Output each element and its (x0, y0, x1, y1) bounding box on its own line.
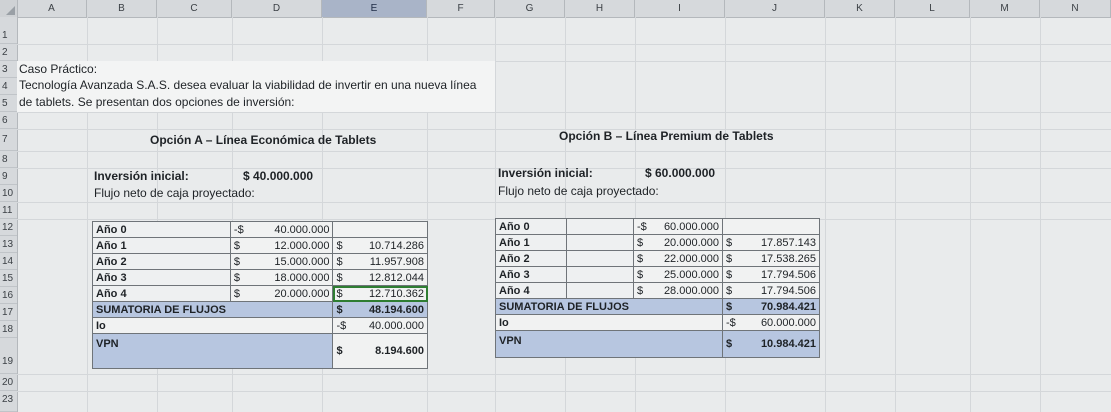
select-all-corner[interactable] (0, 0, 18, 17)
amount-value: 60.000.000 (663, 220, 719, 233)
table-row (93, 222, 428, 238)
pv-cell[interactable] (723, 235, 820, 251)
empty-cell[interactable] (567, 251, 634, 267)
table-row (93, 238, 428, 254)
row-header-1[interactable]: 1 (0, 27, 17, 44)
table-row (496, 331, 820, 358)
gridline (970, 17, 971, 412)
currency-sign: $ (233, 239, 241, 252)
amount-value: 25.000.000 (663, 268, 719, 281)
year-label[interactable]: Año 2 (93, 254, 231, 270)
empty-cell[interactable] (567, 219, 634, 235)
currency-sign: $ (336, 271, 343, 284)
pv-value: 12.710.362 (368, 287, 424, 300)
currency-sign: $ (233, 255, 241, 268)
gridline (17, 374, 1111, 375)
currency-sign: $ (336, 287, 343, 300)
currency-sign: -$ (637, 220, 647, 233)
row-header-12[interactable]: 12 (0, 219, 17, 236)
amount-cell[interactable] (634, 283, 723, 299)
sum-label[interactable]: SUMATORIA DE FLUJOS (93, 302, 333, 318)
column-header-m[interactable]: M (970, 0, 1040, 17)
column-header-n[interactable]: N (1040, 0, 1111, 17)
row-header-14[interactable]: 14 (0, 253, 17, 270)
pv-cell[interactable] (333, 270, 428, 286)
io-value: 60.000.000 (760, 316, 816, 329)
currency-sign: $ (637, 236, 644, 249)
vpn-label[interactable]: VPN (93, 334, 333, 369)
row-header-18[interactable]: 18 (0, 321, 17, 338)
vpn-cell[interactable] (333, 334, 428, 369)
option-b-cashflow-table (495, 218, 820, 358)
table-row (496, 267, 820, 283)
row-header-9[interactable]: 9 (0, 168, 17, 185)
year-label[interactable]: Año 4 (93, 286, 231, 302)
row-header-23[interactable]: 23 (0, 391, 17, 412)
table-row (496, 315, 820, 331)
row-header-2[interactable]: 2 (0, 44, 17, 61)
row-header-4[interactable]: 4 (0, 78, 17, 95)
table-row (496, 283, 820, 299)
gridline (825, 17, 826, 412)
table-row (93, 286, 428, 302)
pv-value: 17.538.265 (760, 252, 816, 265)
currency-sign: $ (233, 287, 241, 300)
row-header-13[interactable]: 13 (0, 236, 17, 253)
gridline (17, 202, 1111, 203)
io-label[interactable]: Io (93, 318, 333, 334)
currency-sign: $ (336, 239, 343, 252)
table-row (496, 299, 820, 315)
amount-value: 20.000.000 (663, 236, 719, 249)
column-header-f[interactable]: F (427, 0, 495, 17)
table-row (93, 270, 428, 286)
amount-value: 20.000.000 (274, 287, 330, 300)
amount-value: 18.000.000 (274, 271, 330, 284)
table-row (496, 235, 820, 251)
row-header-7[interactable]: 7 (0, 129, 17, 151)
pv-value: 17.794.506 (760, 284, 816, 297)
pv-cell[interactable] (333, 238, 428, 254)
case-line-2[interactable]: de tablets. Se presentan dos opciones de inversión: (19, 95, 295, 109)
empty-cell[interactable] (567, 235, 634, 251)
io-label[interactable]: Io (496, 315, 723, 331)
row-header-8[interactable]: 8 (0, 151, 17, 168)
vpn-cell[interactable] (723, 331, 820, 358)
empty-cell[interactable] (567, 267, 634, 283)
option-a-flow-label[interactable]: Flujo neto de caja proyectado: (94, 186, 255, 200)
year-label[interactable]: Año 1 (496, 235, 567, 251)
vpn-value: 8.194.600 (375, 345, 424, 357)
currency-sign: $ (637, 268, 644, 281)
column-header-h[interactable]: H (565, 0, 635, 17)
currency-sign: $ (726, 284, 733, 297)
year-label[interactable]: Año 0 (496, 219, 567, 235)
column-header-e[interactable]: E (322, 0, 427, 17)
currency-sign: $ (637, 284, 644, 297)
table-row (93, 302, 428, 318)
sum-value: 48.194.600 (368, 303, 424, 316)
empty-cell[interactable] (567, 283, 634, 299)
row-header-6[interactable]: 6 (0, 112, 17, 129)
row-header-19[interactable]: 19 (0, 338, 17, 374)
pv-value: 12.812.044 (368, 271, 424, 284)
column-header-j[interactable]: J (725, 0, 825, 17)
sum-cell[interactable] (333, 302, 428, 318)
column-header-a[interactable]: A (17, 0, 87, 17)
year-label[interactable]: Año 0 (93, 222, 231, 238)
option-b-investment-label[interactable]: Inversión inicial: (498, 166, 593, 180)
currency-sign: $ (726, 252, 733, 265)
row-header-10[interactable]: 10 (0, 185, 17, 202)
option-b-flow-label[interactable]: Flujo neto de caja proyectado: (498, 184, 659, 198)
select-all-triangle-icon (6, 6, 15, 15)
sum-value: 70.984.421 (760, 300, 816, 313)
pv-cell[interactable] (723, 219, 820, 235)
active-pv-cell[interactable] (333, 286, 428, 302)
amount-cell[interactable] (230, 238, 333, 254)
option-a-investment-label[interactable]: Inversión inicial: (94, 169, 189, 183)
sum-cell[interactable] (723, 299, 820, 315)
option-a-investment-value[interactable]: $ 40.000.000 (243, 169, 314, 183)
currency-sign: $ (726, 300, 733, 313)
amount-value: 40.000.000 (274, 223, 330, 236)
table-row (93, 334, 428, 369)
row-header-15[interactable]: 15 (0, 270, 17, 287)
currency-sign: -$ (336, 319, 347, 332)
case-title[interactable]: Caso Práctico: (19, 62, 98, 76)
pv-cell[interactable] (723, 251, 820, 267)
currency-sign: $ (637, 252, 644, 265)
column-header-b[interactable]: B (87, 0, 157, 17)
pv-cell[interactable] (723, 267, 820, 283)
table-row (496, 251, 820, 267)
row-header-17[interactable]: 17 (0, 304, 17, 321)
option-a-heading[interactable]: Opción A – Línea Económica de Tablets (150, 133, 377, 147)
pv-value: 17.794.506 (760, 268, 816, 281)
amount-cell[interactable] (230, 254, 333, 270)
amount-cell[interactable] (634, 267, 723, 283)
option-b-heading[interactable]: Opción B – Línea Premium de Tablets (559, 129, 774, 143)
column-header-l[interactable]: L (895, 0, 970, 17)
pv-cell[interactable] (333, 254, 428, 270)
currency-sign: $ (336, 303, 343, 316)
year-label[interactable]: Año 3 (93, 270, 231, 286)
case-line-1[interactable]: Tecnología Avanzada S.A.S. desea evaluar la viabilidad de invertir en una nueva línea (19, 78, 477, 92)
column-header-g[interactable]: G (495, 0, 565, 17)
gridline (895, 17, 896, 412)
option-b-investment-value[interactable]: $ 60.000.000 (645, 166, 716, 180)
currency-sign: $ (336, 345, 343, 357)
year-label[interactable]: Año 1 (93, 238, 231, 254)
table-row (496, 219, 820, 235)
row-header-11[interactable]: 11 (0, 202, 17, 219)
pv-cell[interactable] (723, 283, 820, 299)
amount-value: 15.000.000 (274, 255, 330, 268)
column-header-i[interactable]: I (635, 0, 725, 17)
pv-value: 11.957.908 (369, 255, 424, 268)
row-header-20[interactable]: 20 (0, 374, 17, 391)
pv-value: 17.857.143 (760, 236, 816, 249)
amount-cell[interactable] (634, 219, 723, 235)
pv-value: 10.714.286 (368, 239, 424, 252)
amount-cell[interactable] (634, 235, 723, 251)
currency-sign: -$ (233, 223, 244, 236)
gridline (1040, 17, 1041, 412)
gridline (17, 391, 1111, 392)
currency-sign: $ (726, 268, 733, 281)
amount-cell[interactable] (230, 286, 333, 302)
amount-cell[interactable] (230, 222, 333, 238)
pv-cell[interactable] (333, 222, 428, 238)
year-label[interactable]: Año 2 (496, 251, 567, 267)
currency-sign: $ (336, 255, 343, 268)
amount-value: 28.000.000 (663, 284, 719, 297)
column-header-k[interactable]: K (825, 0, 895, 17)
io-cell[interactable] (723, 315, 820, 331)
column-header-d[interactable]: D (232, 0, 322, 17)
vpn-value: 10.984.421 (760, 338, 816, 350)
currency-sign: $ (233, 271, 241, 284)
table-row (93, 254, 428, 270)
currency-sign: $ (726, 236, 733, 249)
currency-sign: -$ (726, 316, 736, 329)
amount-cell[interactable] (634, 251, 723, 267)
currency-sign: $ (726, 338, 733, 350)
gridline (17, 44, 1111, 45)
amount-value: 22.000.000 (663, 252, 719, 265)
io-value: 40.000.000 (368, 319, 424, 332)
amount-cell[interactable] (230, 270, 333, 286)
row-header-5[interactable]: 5 (0, 95, 17, 112)
gridline (17, 151, 1111, 152)
table-row (93, 318, 428, 334)
column-header-c[interactable]: C (157, 0, 232, 17)
option-a-cashflow-table (92, 221, 428, 369)
row-header-16[interactable]: 16 (0, 287, 17, 304)
amount-value: 12.000.000 (274, 239, 330, 252)
gridline (17, 112, 1111, 113)
year-label[interactable]: Año 4 (496, 283, 567, 299)
io-cell[interactable] (333, 318, 428, 334)
year-label[interactable]: Año 3 (496, 267, 567, 283)
vpn-label[interactable]: VPN (496, 331, 723, 358)
row-header-3[interactable]: 3 (0, 61, 17, 78)
sum-label[interactable]: SUMATORIA DE FLUJOS (496, 299, 723, 315)
